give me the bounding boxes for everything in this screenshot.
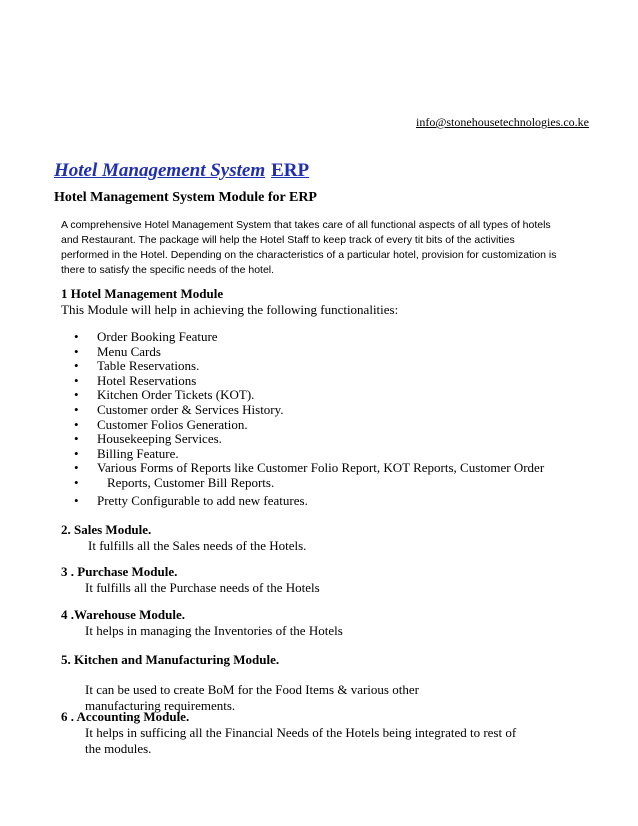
list-item: • Billing Feature. — [74, 445, 179, 461]
list-item: • Menu Cards — [74, 343, 161, 359]
bullet-icon: • — [74, 387, 79, 403]
bullet-icon: • — [74, 445, 79, 461]
section-body: It helps in managing the Inventories of the Hotels — [85, 623, 343, 638]
list-item: • Kitchen Order Tickets (KOT). — [74, 387, 255, 403]
section-heading: 2. Sales Module. — [61, 522, 152, 537]
section-body: It fulfills all the Sales needs of the Hotels. — [88, 538, 307, 553]
list-item: • Customer order & Services History. — [74, 401, 284, 417]
module1-heading: 1 Hotel Management Module — [61, 286, 224, 301]
intro-paragraph: A comprehensive Hotel Management System that takes care of all functional aspects of all types of hotels and Restaurant. The package will help the Hotel Staff to keep track of every tit bits of the activities performed in the Hotel. Depending on the characteristics of a particular hotel, provision for customization is there to satisfy the specific needs of the hotel. — [61, 219, 557, 276]
list-item: • Reports, Customer Bill Reports. — [74, 474, 275, 490]
bullet-icon: • — [74, 492, 79, 508]
section-heading: 5. Kitchen and Manufacturing Module. — [61, 652, 280, 667]
list-item: • Hotel Reservations — [74, 372, 197, 388]
list-item: • Customer Folios Generation. — [74, 416, 248, 432]
module1-lead: This Module will help in achieving the following functionalities: — [61, 302, 399, 317]
section-kitchen — [61, 652, 419, 714]
section-purchase — [61, 564, 320, 596]
list-item: • Housekeeping Services. — [74, 431, 222, 447]
bullet-icon: • — [74, 416, 79, 432]
subtitle: Hotel Management System Module for ERP — [54, 190, 317, 205]
section-body-line: It helps in sufficing all the Financial Needs of the Hotels being integrated to rest of — [85, 725, 517, 740]
bullet-icon: • — [74, 431, 79, 447]
contact-email-link[interactable]: info@stonehousetechnologies.co.ke — [416, 115, 590, 129]
title-main: Hotel Management System — [54, 160, 266, 181]
bullet-icon: • — [74, 343, 79, 359]
bullet-icon: • — [74, 372, 79, 388]
title-erp: ERP — [271, 160, 310, 181]
section-body-line: manufacturing requirements. — [85, 698, 236, 713]
section-accounting — [61, 709, 516, 757]
section-body-line: the modules. — [85, 741, 152, 756]
list-item: • Various Forms of Reports like Customer Folio Report, KOT Reports, Customer Order — [74, 460, 545, 476]
section-heading: 3 . Purchase Module. — [61, 564, 178, 579]
page-title — [54, 160, 309, 182]
section-body-line: It can be used to create BoM for the Food Items & various other — [85, 682, 419, 697]
section-body: It fulfills all the Purchase needs of the Hotels — [85, 580, 320, 595]
list-item: • Order Booking Feature — [74, 329, 218, 344]
list-item: • Table Reservations. — [74, 358, 200, 374]
bullet-icon: • — [74, 474, 79, 490]
bullet-icon: • — [74, 358, 79, 374]
bullet-icon: • — [74, 460, 79, 476]
bullet-icon: • — [74, 401, 79, 417]
list-item: • Pretty Configurable to add new features. — [74, 492, 308, 508]
bullet-icon: • — [74, 329, 79, 344]
feature-list — [61, 330, 561, 508]
section-sales — [61, 522, 306, 554]
section-heading: 4 .Warehouse Module. — [61, 607, 185, 622]
section-warehouse — [61, 607, 343, 639]
section-heading: 6 . Accounting Module. — [61, 709, 190, 724]
